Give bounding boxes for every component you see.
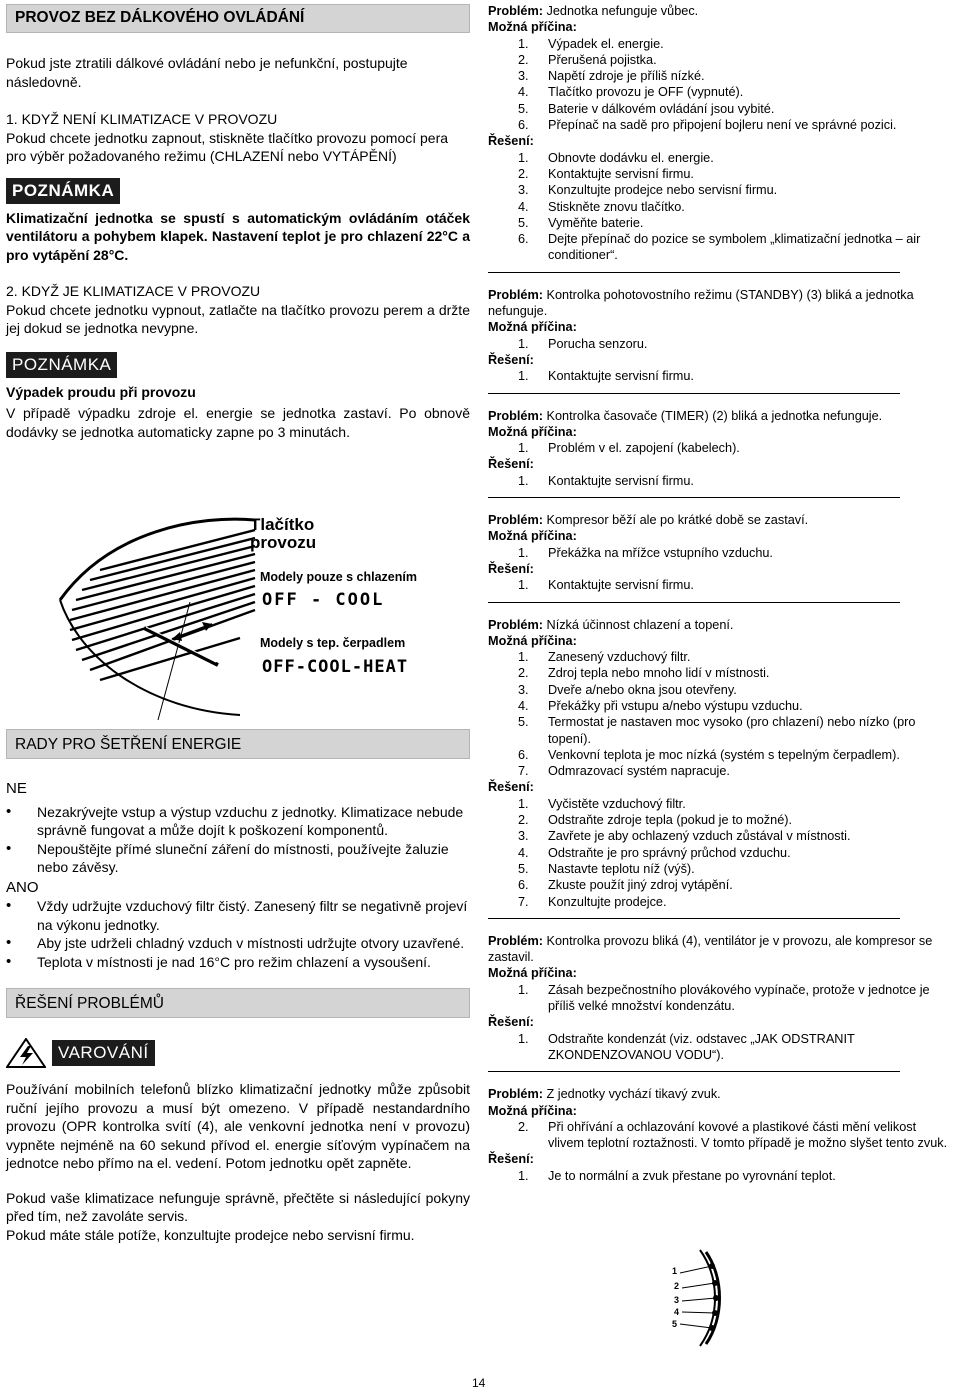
warning-lightning-icon bbox=[6, 1038, 46, 1068]
problem-text: Kontrolka pohotovostního režimu (STANDBY) (3) bliká a jednotka nefunguje. bbox=[488, 287, 914, 319]
problem-text: Kompresor běží ale po krátké době se zastaví. bbox=[543, 513, 809, 528]
solution-item bbox=[488, 861, 954, 877]
model1-label: Modely pouze s chlazením bbox=[260, 570, 417, 584]
item-text: Kontaktujte servisní firmu. bbox=[548, 578, 694, 593]
item-number: 6. bbox=[518, 118, 529, 133]
item-number: 1. bbox=[518, 545, 529, 560]
item-text: Tlačítko provozu je OFF (vypnuté). bbox=[548, 85, 744, 100]
item-number: 1. bbox=[518, 578, 529, 593]
item-text: Je to normální a zvuk přestane po vyrovnání teplot. bbox=[548, 1168, 836, 1183]
item-number: 6. bbox=[518, 232, 529, 247]
item-text: Kontaktujte servisní firmu. bbox=[548, 369, 694, 384]
indicator-number: 4 bbox=[674, 1307, 680, 1317]
note1-text: Klimatizační jednotka se spustí s automatickým ovládáním otáček ventilátoru a pohybem klapek. Nastavení teplot je pro chlazení 22°C a pro vytápění 28°C. bbox=[6, 209, 470, 263]
cause-item bbox=[488, 682, 954, 698]
cause-label: Možná příčina: bbox=[488, 20, 577, 35]
model2-label: Modely s tep. čerpadlem bbox=[260, 636, 406, 650]
item-text: Kontaktujte servisní firmu. bbox=[548, 473, 694, 488]
item-number: 1. bbox=[518, 441, 529, 456]
solution-label: Řešení: bbox=[488, 352, 534, 367]
problem-block bbox=[488, 1086, 954, 1184]
problem-block bbox=[488, 3, 954, 264]
item-number: 3. bbox=[518, 183, 529, 198]
solution-item bbox=[488, 845, 954, 861]
item-text: Problém v el. zapojení (kabelech). bbox=[548, 441, 740, 456]
section-title-remote-less: PROVOZ BEZ DÁLKOVÉHO OVLÁDÁNÍ bbox=[6, 4, 470, 33]
cause-item bbox=[488, 1119, 954, 1152]
item-text: Termostat je nastaven moc vysoko (pro chlazení) nebo nízko (pro topení). bbox=[548, 715, 916, 746]
cause-item bbox=[488, 545, 954, 561]
problem-line bbox=[488, 512, 954, 528]
cause-label: Možná příčina: bbox=[488, 529, 577, 544]
closing-text-1: Pokud vaše klimatizace nefunguje správně, přečtěte si následující pokyny před tím, než zavoláte servis. bbox=[6, 1189, 470, 1224]
item-text: Porucha senzoru. bbox=[548, 336, 648, 351]
solution-item bbox=[488, 828, 954, 844]
solution-label: Řešení: bbox=[488, 1015, 534, 1030]
cause-item bbox=[488, 336, 954, 352]
problem-block bbox=[488, 512, 954, 593]
problem-line bbox=[488, 287, 954, 320]
energy-title: RADY PRO ŠETŘENÍ ENERGIE bbox=[6, 729, 470, 759]
item1-title: 1. KDYŽ NENÍ KLIMATIZACE V PROVOZU bbox=[6, 111, 278, 127]
problem-label: Problém: bbox=[488, 408, 543, 423]
solution-item bbox=[488, 473, 954, 489]
item1-text: Pokud chcete jednotku zapnout, stiskněte tlačítko provozu pomocí pera pro výběr požadovaného režimu (CHLAZENÍ nebo VYTÁPĚNÍ) bbox=[6, 129, 449, 164]
item-text: Dveře a/nebo okna jsou otevřeny. bbox=[548, 682, 737, 697]
problem-line bbox=[488, 408, 954, 424]
ne-label: NE bbox=[6, 780, 27, 797]
ne-list bbox=[6, 803, 470, 877]
indicator-number: 2 bbox=[674, 1281, 680, 1291]
item-number: 3. bbox=[518, 829, 529, 844]
solution-item bbox=[488, 199, 954, 215]
item-number: 3. bbox=[518, 682, 529, 697]
solution-label: Řešení: bbox=[488, 561, 534, 576]
problem-block bbox=[488, 933, 954, 1063]
problem-label: Problém: bbox=[488, 513, 543, 528]
cause-item bbox=[488, 117, 954, 133]
solution-label: Řešení: bbox=[488, 1152, 534, 1167]
cause-item bbox=[488, 665, 954, 681]
problem-text: Kontrolka provozu bliká (4), ventilátor je v provozu, ale kompresor se zastavil. bbox=[488, 933, 933, 965]
problem-line bbox=[488, 933, 954, 966]
item-text: Kontaktujte servisní firmu. bbox=[548, 166, 694, 181]
item-number: 2. bbox=[518, 813, 529, 828]
model2-buttons: OFF-COOL-HEAT bbox=[262, 657, 409, 677]
item-text: Překážka na mřížce vstupního vzduchu. bbox=[548, 545, 773, 560]
solution-item bbox=[488, 1031, 954, 1064]
item-number: 7. bbox=[518, 764, 529, 779]
item-text: Baterie v dálkovém ovládání jsou vybité. bbox=[548, 101, 775, 116]
list-item: • Vždy udržujte vzduchový filtr čistý. Zanesený filtr se negativně projeví na výkonu jednotky. bbox=[6, 897, 470, 934]
item-text: Zásah bezpečnostního plovákového vypínače, protože v jednotce je příliš velké množství kondenzátu. bbox=[548, 982, 930, 1014]
problem-text: Z jednotky vychází tikavý zvuk. bbox=[543, 1087, 721, 1102]
solution-label: Řešení: bbox=[488, 134, 534, 149]
note-badge-1: POZNÁMKA bbox=[6, 178, 120, 204]
item-number: 1. bbox=[518, 1168, 529, 1183]
closing-text-2: Pokud máte stále potíže, konzultujte prodejce nebo servisní firmu. bbox=[6, 1226, 415, 1243]
cause-label: Možná příčina: bbox=[488, 1103, 577, 1118]
trouble-title: ŘEŠENÍ PROBLÉMŮ bbox=[6, 988, 470, 1018]
item-number: 2. bbox=[518, 166, 529, 181]
problem-label: Problém: bbox=[488, 933, 543, 948]
item-number: 1. bbox=[518, 336, 529, 351]
item-number: 1. bbox=[518, 982, 529, 997]
item-number: 1. bbox=[518, 150, 529, 165]
solution-item bbox=[488, 166, 954, 182]
item-number: 4. bbox=[518, 698, 529, 713]
problem-label: Problém: bbox=[488, 1087, 543, 1102]
control-button-figure bbox=[40, 510, 470, 720]
item-number: 1. bbox=[518, 1031, 529, 1046]
item-text: Napětí zdroje je příliš nízké. bbox=[548, 69, 705, 84]
item-text: Venkovní teplota je moc nízká (systém s tepelným čerpadlem). bbox=[548, 747, 900, 762]
energy-section bbox=[6, 729, 470, 1244]
warning-text: Používání mobilních telefonů blízko klimatizační jednotky může způsobit ruční jejího provozu a musí být omezeno. V případě nestandardního provozu (OPR kontrolka svítí (4), ale venkovní jednotka není v provozu) vypněte nejméně na 60 sekund přívod el. energie síťovým vypínačem na jednotce nebo přímo na el. vedení. Potom jednotku opět zapněte. bbox=[6, 1081, 470, 1171]
note2-title: Výpadek proudu při provozu bbox=[6, 383, 196, 400]
item-number: 2. bbox=[518, 666, 529, 681]
item-text: Zdroj tepla nebo mnoho lidí v místnosti. bbox=[548, 666, 770, 681]
button-label-line1: Tlačítko bbox=[250, 515, 315, 534]
item2-text: Pokud chcete jednotku vypnout, zatlačte na tlačítko provozu perem a držte jej dokud se jednotka nevypne. bbox=[6, 301, 470, 336]
cause-item bbox=[488, 649, 954, 665]
separator-line bbox=[488, 393, 900, 394]
solution-item bbox=[488, 812, 954, 828]
item-number: 1. bbox=[518, 36, 529, 51]
left-column bbox=[6, 4, 470, 441]
problem-block bbox=[488, 617, 954, 910]
cause-item bbox=[488, 36, 954, 52]
item-text: Odmrazovací systém napracuje. bbox=[548, 764, 730, 779]
item-text: Konzultujte prodejce nebo servisní firmu. bbox=[548, 183, 778, 198]
item-number: 1. bbox=[518, 473, 529, 488]
cause-item bbox=[488, 698, 954, 714]
ano-label: ANO bbox=[6, 878, 39, 896]
item-text: Dejte přepínač do pozice se symbolem „klimatizační jednotka – air conditioner“. bbox=[548, 232, 921, 263]
item-number: 4. bbox=[518, 199, 529, 214]
solution-item bbox=[488, 894, 954, 910]
problem-line bbox=[488, 1086, 954, 1102]
item-number: 4. bbox=[518, 85, 529, 100]
item-number: 2. bbox=[518, 1119, 529, 1134]
list-item: • Nezakrývejte vstup a výstup vzduchu z jednotky. Klimatizace nebude správně fungovat a může dojít k poškození komponentů. bbox=[6, 803, 470, 840]
item-text: Přerušená pojistka. bbox=[548, 52, 657, 67]
problem-text: Jednotka nefunguje vůbec. bbox=[543, 4, 699, 18]
button-label-line2: provozu bbox=[250, 533, 317, 552]
item-text: Odstraňte je pro správný průchod vzduchu. bbox=[548, 845, 791, 860]
item-text: Zavřete je aby ochlazený vzduch zůstával v místnosti. bbox=[548, 829, 851, 844]
solution-item bbox=[488, 577, 954, 593]
cause-label: Možná příčina: bbox=[488, 320, 577, 335]
item-number: 6. bbox=[518, 747, 529, 762]
item-text: Obnovte dodávku el. energie. bbox=[548, 150, 714, 165]
problem-label: Problém: bbox=[488, 617, 543, 632]
item-text: Odstraňte zdroje tepla (pokud je to možné). bbox=[548, 813, 793, 828]
item-number: 2. bbox=[518, 52, 529, 67]
problem-label: Problém: bbox=[488, 4, 543, 18]
page-number: 14 bbox=[472, 1376, 486, 1390]
item-text: Nastavte teplotu níž (výš). bbox=[548, 861, 695, 876]
problem-line bbox=[488, 617, 954, 633]
item-number: 3. bbox=[518, 69, 529, 84]
item-text: Stiskněte znovu tlačítko. bbox=[548, 199, 685, 214]
note2-text: V případě výpadku zdroje el. energie se jednotka zastaví. Po obnově dodávky se jednotka automaticky zapne po 3 minutách. bbox=[6, 405, 470, 440]
item-number: 5. bbox=[518, 715, 529, 730]
warning-badge: VAROVÁNÍ bbox=[52, 1040, 155, 1066]
solution-item bbox=[488, 1168, 954, 1184]
cause-item bbox=[488, 982, 954, 1015]
problem-line bbox=[488, 3, 954, 19]
solution-label: Řešení: bbox=[488, 457, 534, 472]
item-number: 5. bbox=[518, 861, 529, 876]
item-text: Při ohřívání a ochlazování kovové a plastikové části mění velikost vlivem teplotní roztažnosti. V tomto případě je možno slyšet tento zvuk. bbox=[548, 1119, 948, 1151]
item-text: Zkuste použít jiný zdroj vytápění. bbox=[548, 878, 733, 893]
solution-item bbox=[488, 150, 954, 166]
solution-item bbox=[488, 215, 954, 231]
item-text: Vyměňte baterie. bbox=[548, 215, 644, 230]
cause-label: Možná příčina: bbox=[488, 966, 577, 981]
cause-label: Možná příčina: bbox=[488, 633, 577, 648]
intro-text: Pokud jste ztratili dálkové ovládání nebo je nefunkční, postupujte následovně. bbox=[6, 55, 408, 90]
item-number: 1. bbox=[518, 650, 529, 665]
list-item: • Aby jste udrželi chladný vzduch v místnosti udržujte otvory uzavřené. bbox=[6, 934, 470, 953]
solution-item bbox=[488, 796, 954, 812]
cause-item bbox=[488, 84, 954, 100]
separator-line bbox=[488, 602, 900, 603]
item-number: 4. bbox=[518, 845, 529, 860]
troubleshooting-column bbox=[488, 3, 954, 1184]
item-number: 5. bbox=[518, 215, 529, 230]
item-number: 6. bbox=[518, 878, 529, 893]
separator-line bbox=[488, 918, 900, 919]
solution-label: Řešení: bbox=[488, 780, 534, 795]
cause-item bbox=[488, 714, 954, 747]
indicator-figure bbox=[660, 1248, 760, 1348]
solution-item bbox=[488, 231, 954, 264]
problem-text: Nízká účinnost chlazení a topení. bbox=[543, 617, 734, 632]
problem-block bbox=[488, 408, 954, 489]
item-text: Výpadek el. energie. bbox=[548, 36, 664, 51]
cause-item bbox=[488, 52, 954, 68]
indicator-number: 1 bbox=[672, 1266, 678, 1276]
separator-line bbox=[488, 1071, 900, 1072]
solution-item bbox=[488, 368, 954, 384]
indicator-number: 5 bbox=[672, 1319, 678, 1329]
item-text: Zanesený vzduchový filtr. bbox=[548, 650, 691, 665]
list-item: • Teplota v místnosti je nad 16°C pro režim chlazení a vysoušení. bbox=[6, 953, 470, 972]
item-text: Přepínač na sadě pro připojení bojleru není ve správné pozici. bbox=[548, 118, 897, 133]
model1-buttons: OFF - COOL bbox=[262, 590, 385, 610]
item-text: Vyčistěte vzduchový filtr. bbox=[548, 796, 686, 811]
list-item: • Nepouštějte přímé sluneční záření do místnosti, používejte žaluzie nebo závěsy. bbox=[6, 840, 470, 877]
item-number: 5. bbox=[518, 101, 529, 116]
item-number: 1. bbox=[518, 369, 529, 384]
item-number: 7. bbox=[518, 894, 529, 909]
ano-list bbox=[6, 897, 470, 971]
indicator-number: 3 bbox=[674, 1295, 680, 1305]
item-text: Překážky při vstupu a/nebo výstupu vzduchu. bbox=[548, 698, 803, 713]
note-badge-2: POZNÁMKA bbox=[6, 352, 117, 378]
item-text: Odstraňte kondenzát (viz. odstavec „JAK ODSTRANIT ZKONDENZOVANOU VODU“). bbox=[548, 1031, 855, 1062]
problem-label: Problém: bbox=[488, 287, 543, 302]
cause-item bbox=[488, 763, 954, 779]
cause-item bbox=[488, 68, 954, 84]
cause-label: Možná příčina: bbox=[488, 424, 577, 439]
separator-line bbox=[488, 272, 900, 273]
solution-item bbox=[488, 182, 954, 198]
cause-item bbox=[488, 101, 954, 117]
separator-line bbox=[488, 497, 900, 498]
item2-title: 2. KDYŽ JE KLIMATIZACE V PROVOZU bbox=[6, 283, 261, 299]
cause-item bbox=[488, 747, 954, 763]
problem-text: Kontrolka časovače (TIMER) (2) bliká a jednotka nefunguje. bbox=[543, 408, 883, 423]
solution-item bbox=[488, 877, 954, 893]
item-number: 1. bbox=[518, 796, 529, 811]
item-text: Konzultujte prodejce. bbox=[548, 894, 667, 909]
problem-block bbox=[488, 287, 954, 385]
cause-item bbox=[488, 440, 954, 456]
